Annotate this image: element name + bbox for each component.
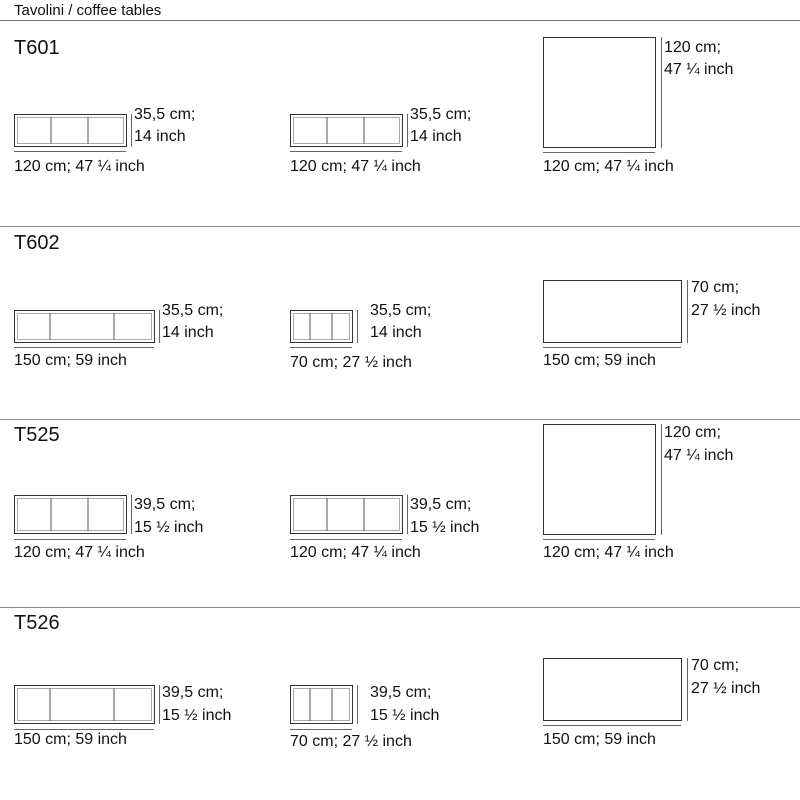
height-cm-label: 35,5 cm; [410, 106, 472, 123]
front-elevation-drawing [14, 684, 160, 732]
width-label: 70 cm; 27 ½ inch [290, 733, 412, 750]
depth-cm-label: 120 cm; [664, 39, 721, 56]
height-cm-label: 35,5 cm; [162, 302, 224, 319]
width-label: 120 cm; 47 ¼ inch [290, 544, 421, 561]
width-label: 150 cm; 59 inch [543, 352, 656, 369]
height-cm-label: 39,5 cm; [410, 496, 472, 513]
width-label: 70 cm; 27 ½ inch [290, 354, 412, 371]
depth-cm-label: 70 cm; [691, 279, 740, 296]
height-inch-label: 14 inch [410, 128, 462, 145]
side-elevation-drawing [290, 104, 408, 152]
front-elevation-drawing [14, 300, 160, 348]
side-elevation-drawing [290, 494, 408, 542]
height-cm-label: 35,5 cm; [370, 302, 432, 319]
width-label: 150 cm; 59 inch [14, 731, 127, 748]
front-elevation-drawing [14, 104, 132, 152]
height-inch-label: 14 inch [162, 324, 214, 341]
height-cm-label: 39,5 cm; [370, 684, 432, 701]
section-divider [0, 226, 800, 227]
height-inch-label: 14 inch [370, 324, 422, 341]
height-inch-label: 15 ½ inch [370, 707, 440, 724]
depth-inch-label: 27 ½ inch [691, 302, 761, 319]
width-label: 120 cm; 47 ¼ inch [290, 158, 421, 175]
height-cm-label: 35,5 cm; [134, 106, 196, 123]
width-label: 120 cm; 47 ¼ inch [543, 544, 674, 561]
model-code: T602 [14, 232, 60, 254]
depth-cm-label: 70 cm; [691, 657, 740, 674]
model-code: T526 [14, 612, 60, 634]
height-inch-label: 14 inch [134, 128, 186, 145]
height-cm-label: 39,5 cm; [134, 496, 196, 513]
header-rule [0, 20, 800, 21]
width-label: 150 cm; 59 inch [14, 352, 127, 369]
depth-inch-label: 27 ½ inch [691, 680, 761, 697]
width-label: 150 cm; 59 inch [543, 731, 656, 748]
top-view-drawing [543, 658, 691, 728]
top-view-drawing [543, 37, 663, 157]
depth-inch-label: 47 ¼ inch [664, 61, 734, 78]
side-elevation-drawing [290, 300, 358, 348]
height-inch-label: 15 ½ inch [162, 707, 232, 724]
page-header: Tavolini / coffee tables [14, 2, 162, 19]
top-view-drawing [543, 424, 663, 544]
height-cm-label: 39,5 cm; [162, 684, 224, 701]
model-code: T601 [14, 37, 60, 59]
section-divider [0, 607, 800, 608]
depth-inch-label: 47 ¼ inch [664, 447, 734, 464]
height-inch-label: 15 ½ inch [134, 519, 204, 536]
side-elevation-drawing [290, 684, 358, 732]
section-divider [0, 419, 800, 420]
top-view-drawing [543, 280, 691, 350]
front-elevation-drawing [14, 494, 132, 542]
model-code: T525 [14, 424, 60, 446]
width-label: 120 cm; 47 ¼ inch [543, 158, 674, 175]
width-label: 120 cm; 47 ¼ inch [14, 158, 145, 175]
height-inch-label: 15 ½ inch [410, 519, 480, 536]
width-label: 120 cm; 47 ¼ inch [14, 544, 145, 561]
depth-cm-label: 120 cm; [664, 424, 721, 441]
